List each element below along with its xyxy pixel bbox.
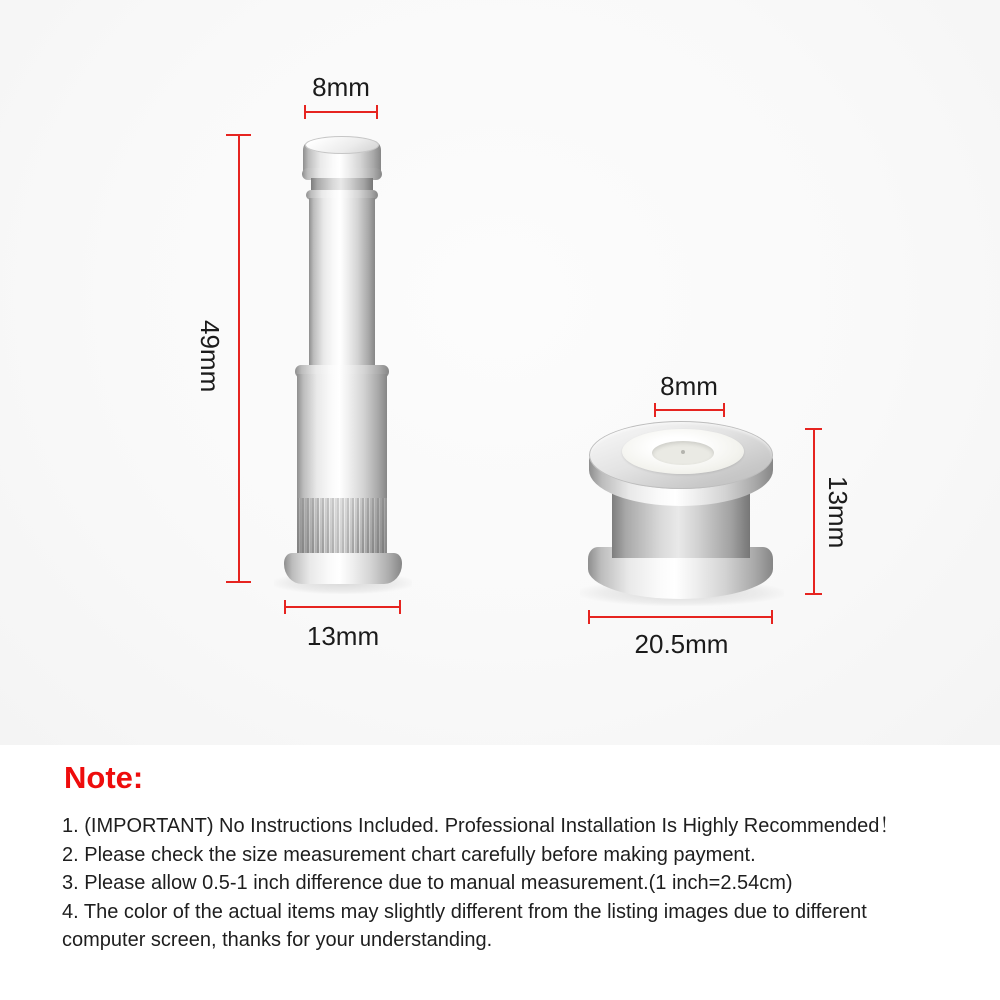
pin-height-label: 49mm <box>195 320 225 393</box>
pin-barrel <box>297 374 387 500</box>
pin-base-width-tick-right <box>399 600 401 614</box>
bushing-height-line <box>813 429 815 595</box>
pin-width-top-tick-left <box>304 105 306 119</box>
bushing-outer-width-tick-left <box>588 610 590 624</box>
bushing-height-label: 13mm <box>823 476 853 549</box>
note-item-4: 4. The color of the actual items may slightly different from the listing images due to different computer screen, thanks for your understanding. <box>62 900 867 952</box>
bushing-inner-width-tick-left <box>654 403 656 417</box>
pin-height-tick-top <box>226 134 251 136</box>
bushing-height-tick-bottom <box>805 593 822 595</box>
note-item-1: 1. (IMPORTANT) No Instructions Included. Professional Installation Is Highly Recommended！ <box>62 815 900 837</box>
bushing-inner-width-tick-right <box>723 403 725 417</box>
bushing-outer-width-tick-right <box>771 610 773 624</box>
pin-knurl-band <box>297 498 387 555</box>
pin-base-flange <box>284 553 402 584</box>
pin-width-top-label: 8mm <box>312 72 370 102</box>
pin-base-width-label: 13mm <box>306 621 380 651</box>
note-item-2: 2. Please check the size measurement chart carefully before making payment. <box>62 843 756 866</box>
bushing-outer-width-label: 20.5mm <box>634 629 729 659</box>
pin-shaft <box>309 198 375 368</box>
note-list <box>62 812 954 955</box>
pin-height-line <box>238 135 240 583</box>
pin-height-tick-bottom <box>226 581 251 583</box>
bushing-outer-width-line <box>589 616 773 618</box>
pin-width-top-line <box>305 111 378 113</box>
pin-cap-top-face <box>305 136 379 154</box>
bushing-inner-width-line <box>655 409 725 411</box>
bushing-center-hole <box>681 450 685 454</box>
pin-base-width-line <box>285 606 401 608</box>
pin-width-top-tick-right <box>376 105 378 119</box>
bushing-inner-width-label: 8mm <box>660 371 718 401</box>
note-item-3: 3. Please allow 0.5-1 inch difference due to manual measurement.(1 inch=2.54cm) <box>62 872 793 895</box>
pin-base-width-tick-left <box>284 600 286 614</box>
bushing-height-tick-top <box>805 428 822 430</box>
note-title: Note: <box>64 760 144 795</box>
pin-knurl-shading <box>297 498 387 555</box>
